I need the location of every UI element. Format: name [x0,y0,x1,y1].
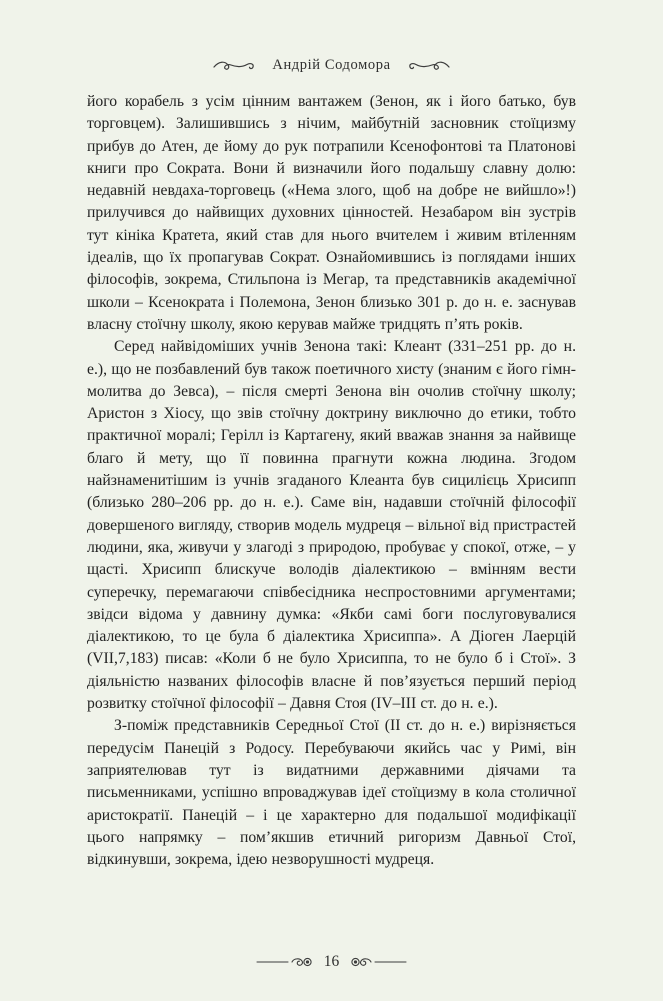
page-header [0,0,663,74]
paragraph-zeno-students: Серед найвідоміших учнів Зенона такі: Клеант (331–251 рр. до н. е.), що не позбавлений був також поетичного хисту (знаним є його гімн-молитва до Зевса), – після смерті Зенона він очолив стоїчну школу; Аристон з Хіосу, що звів стоїчну доктрину виключно до етики, тобто практичної моралі; Герілл із Картагену, який вважав знання за найвище благо й мету, що її повинна прагнути кожна людина. Згодом найзнаменитішим із учнів згаданого Клеанта був сицилієць Хрисипп (близько 280–206 рр. до н. е.). Саме він, надавши стоїчній філософії довершеного вигляду, створив модель мудреця – вільної від пристрастей людини, яка, живучи у злагоді з природою, пробуває у спокої, отже, – у щасті. Хрисипп блискуче володів діалектикою – вмінням вести суперечку, перемагаючи співбесідника неспростовними аргументами; звідси відома у давнину думка: «Якби самі боги послуговувалися діалектикою, то це була б діалектика Хрисиппа». А Діоген Лаерцій (VII,7,183) писав: «Коли б не було Хрисиппа, то не було б і Стої». З діяльністю названих філософів власне й пов’язується перший період розвитку стоїчної філософії – Давня Стоя (IV–III ст. до н. е.). [87,338,576,713]
header-flourish-left-icon [212,59,256,73]
page-number: 16 [323,953,340,970]
paragraph-middle-stoa: З-поміж представників Середньої Стої (II ст. до н. е.) вирізняється передусім Панецій з Родосу. Перебуваючи якийсь час у Римі, він заприятелював тут із видатними державними діячами та письменниками, успішно впроваджував ідеї стоїцизму в кола столичної аристократії. Панецій – і це характерно для подальшої модифікації цього напрямку – пом’якшив етичний ригоризм Давньої Стої, відкинувши, зокрема, ідею незворушності мудреця. [87,717,576,869]
header-flourish-right-icon [407,59,451,73]
paragraph-continuation: його корабель з усім цінним вантажем (Зенон, як і його батько, був торговцем). Залишившись з нічим, майбутній засновник стоїцизму прибув до Атен, де йому до рук потрапили Ксенофонтові та Платонові книги про Сократа. Вони й визначили його подальшу славну долю: недавній невдаха-торговець («Нема злого, щоб на добре не вийшло»!) прилучився до найвищих духовних цінностей. Незабаром він зустрів тут кініка Кратета, який став для нього вчителем і живим втіленням ідеалів, що їх пропагував Сократ. Ознайомившись із поглядами інших філософів, зокрема, Стильпона із Мегар, та представників академічної школи – Ксенократа і Полемона, Зенон близько 301 р. до н. е. заснував власну стоїчну школу, якою керував майже тридцять п’ять років. [87,93,576,333]
body-text [87,91,576,871]
running-head-author: Андрій Содомора [272,57,391,73]
footer-ornament-left-icon [256,956,314,968]
page-footer [0,953,663,971]
footer-ornament-right-icon [349,956,407,968]
